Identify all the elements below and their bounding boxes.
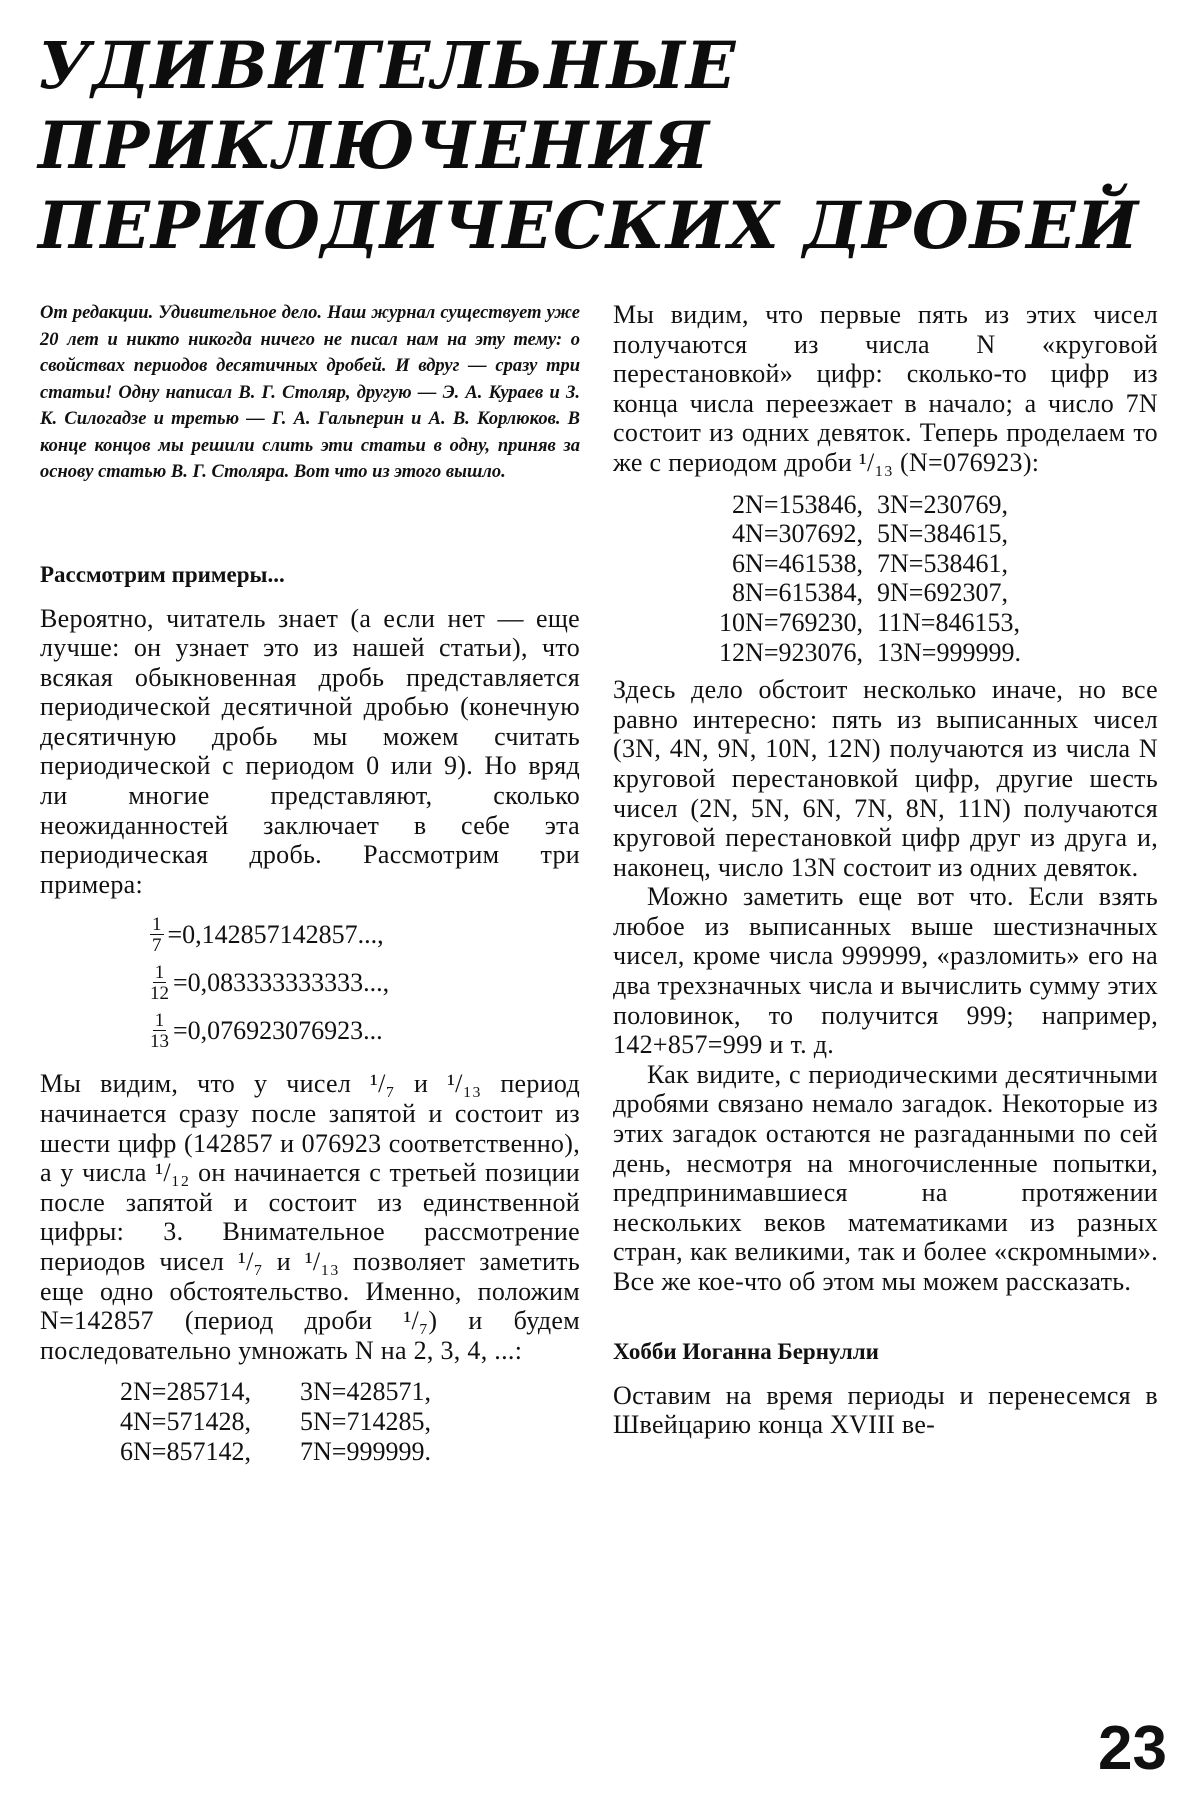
- table-row: [120, 1377, 580, 1407]
- table-cell: 7N=999999.: [300, 1436, 431, 1466]
- fraction-numerator: 1: [154, 1010, 165, 1032]
- multiples-table-seventh: [40, 1377, 580, 1466]
- fraction-numerator: 1: [154, 962, 165, 984]
- fraction-value: =0,076923076923...: [173, 1016, 383, 1046]
- fraction: [150, 915, 164, 955]
- right-column: [613, 300, 1158, 1440]
- table-cell: 2N=285714,: [120, 1377, 251, 1407]
- page-number: 23: [1098, 1714, 1167, 1783]
- table-row: [653, 549, 1158, 579]
- paragraph-different-case: Здесь дело обстоит несколько иначе, но все равно интересно: пять из выписанных чисел (3N, 4N, 9N, 10N, 12N) получаются из числа N круговой перестановкой цифр, другие шесть чисел (2N, 5N, 6N, 7N, 8N, 11N) получаются круговой перестановкой цифр друг из друга и, наконец, число 13N состоит из одних девяток.: [613, 675, 1158, 882]
- table-cell: 12N=923076,: [719, 637, 863, 667]
- fraction-row: [150, 911, 580, 959]
- table-row: [120, 1407, 580, 1437]
- table-cell: 6N=857142,: [120, 1436, 251, 1466]
- paragraph-split-sum: Можно заметить еще вот что. Если взять любое из выписанных выше шестизначных чисел, кроме числа 999999, «разломить» его на два трехзначных числа и вычислить сумму этих половинок, то получится 999; например, 142+857=999 и т. д.: [613, 882, 1158, 1060]
- section-heading-examples: Рассмотрим примеры...: [40, 561, 285, 587]
- title-line-2: ПРИКЛЮЧЕНИЯ: [38, 108, 711, 184]
- table-cell: 5N=714285,: [300, 1406, 431, 1436]
- fraction-value: =0,083333333333...,: [173, 968, 390, 998]
- table-cell: 3N=230769,: [877, 489, 1008, 519]
- table-cell: 9N=692307,: [877, 578, 1008, 608]
- article-title: [38, 26, 1158, 266]
- table-row: [653, 490, 1158, 520]
- editorial-note: От редакции. Удивительное дело. Наш журнал существует уже 20 лет и никто никогда ничего не писал нам на эту тему: о свойствах периодов десятичных дробей. И вдруг — сразу три статьи! Одну написал В. Г. Столяр, другую — Э. А. Кураев и З. К. Силогадзе и третью — Г. А. Гальперин и А. В. Корлюков. В конце концов мы решили слить эти статьи в одну, приняв за основу статью В. Г. Столяра. Вот что из этого вышло.: [40, 303, 580, 482]
- table-cell: 4N=307692,: [732, 519, 863, 549]
- paragraph-intro: Вероятно, читатель знает (а если нет — еще лучше: он узнает это из нашей статьи), что всякая обыкновенная дробь представляется периодической десятичной дробью (конечную десятичную дробь мы можем считать периодической с периодом 0 или 9). Но вряд ли многие представляют, сколько неожиданностей заключает в себе эта периодическая дробь. Рассмотрим три примера:: [40, 603, 580, 899]
- table-cell: 2N=153846,: [732, 489, 863, 519]
- table-row: [653, 608, 1158, 638]
- title-line-1: УДИВИТЕЛЬНЫЕ: [38, 28, 737, 104]
- paragraph-circular-permutation: Мы видим, что первые пять из этих чисел получаются из числа N «круговой перестановкой» цифр: сколько-то цифр из конца числа переезжает в начало; а число 7N состоит из одних девяток. Теперь проделаем то же с периодом дроби ¹/₁₃ (N=076923):: [613, 300, 1158, 477]
- table-cell: 7N=538461,: [877, 548, 1008, 578]
- table-row: [653, 638, 1158, 668]
- table-cell: 8N=615384,: [732, 578, 863, 608]
- table-cell: 11N=846153,: [877, 607, 1020, 637]
- paragraph-switzerland: Оставим на время периоды и перенесемся в Швейцарию конца XVIII ве-: [613, 1380, 1158, 1440]
- fraction-value: =0,142857142857...,: [167, 920, 384, 950]
- fraction-denominator: 12: [150, 983, 169, 1005]
- fraction: [150, 1011, 169, 1051]
- table-cell: 6N=461538,: [732, 548, 863, 578]
- table-cell: 5N=384615,: [877, 519, 1008, 549]
- title-line-3: ПЕРИОДИЧЕСКИХ ДРОБЕЙ: [38, 188, 1140, 264]
- table-row: [653, 519, 1158, 549]
- paragraph-period-observation: Мы видим, что у чисел ¹/₇ и ¹/₁₃ период начинается сразу после запятой и состоит из шести цифр (142857 и 076923 соответственно), а у числа ¹/₁₂ он начинается с третьей позиции после запятой и состоит из единственной цифры: 3. Внимательное рассмотрение периодов чисел ¹/₇ и ¹/₁₃ позволяет заметить еще одно обстоятельство. Именно, положим N=142857 (период дроби ¹/₇) и будем последовательно умножать N на 2, 3, 4, ...:: [40, 1069, 580, 1365]
- table-row: [653, 578, 1158, 608]
- fraction-row: [150, 1007, 580, 1055]
- table-cell: 10N=769230,: [719, 607, 863, 637]
- table-cell: 4N=571428,: [120, 1406, 251, 1436]
- table-cell: 3N=428571,: [300, 1377, 431, 1407]
- left-column: [40, 300, 580, 1466]
- fraction-denominator: 13: [150, 1031, 169, 1053]
- fraction-examples: [40, 911, 580, 1055]
- paragraph-mysteries: Как видите, с периодическими десятичными дробями связано немало загадок. Некоторые из этих загадок остаются не разгаданными по сей день, несмотря на многочисленные попытки, предпринимавшиеся на протяжении нескольких веков математиками из разных стран, как великими, так и более «скромными». Все же кое-что об этом мы можем рассказать.: [613, 1059, 1158, 1296]
- multiples-table-thirteenth: [613, 490, 1158, 668]
- fraction-numerator: 1: [152, 914, 162, 936]
- fraction-row: [150, 959, 580, 1007]
- section-heading-bernoulli: Хобби Иоганна Бернулли: [613, 1338, 879, 1364]
- table-row: [120, 1437, 580, 1467]
- fraction-denominator: 7: [152, 935, 162, 957]
- fraction: [150, 963, 169, 1003]
- table-cell: 13N=999999.: [877, 637, 1021, 667]
